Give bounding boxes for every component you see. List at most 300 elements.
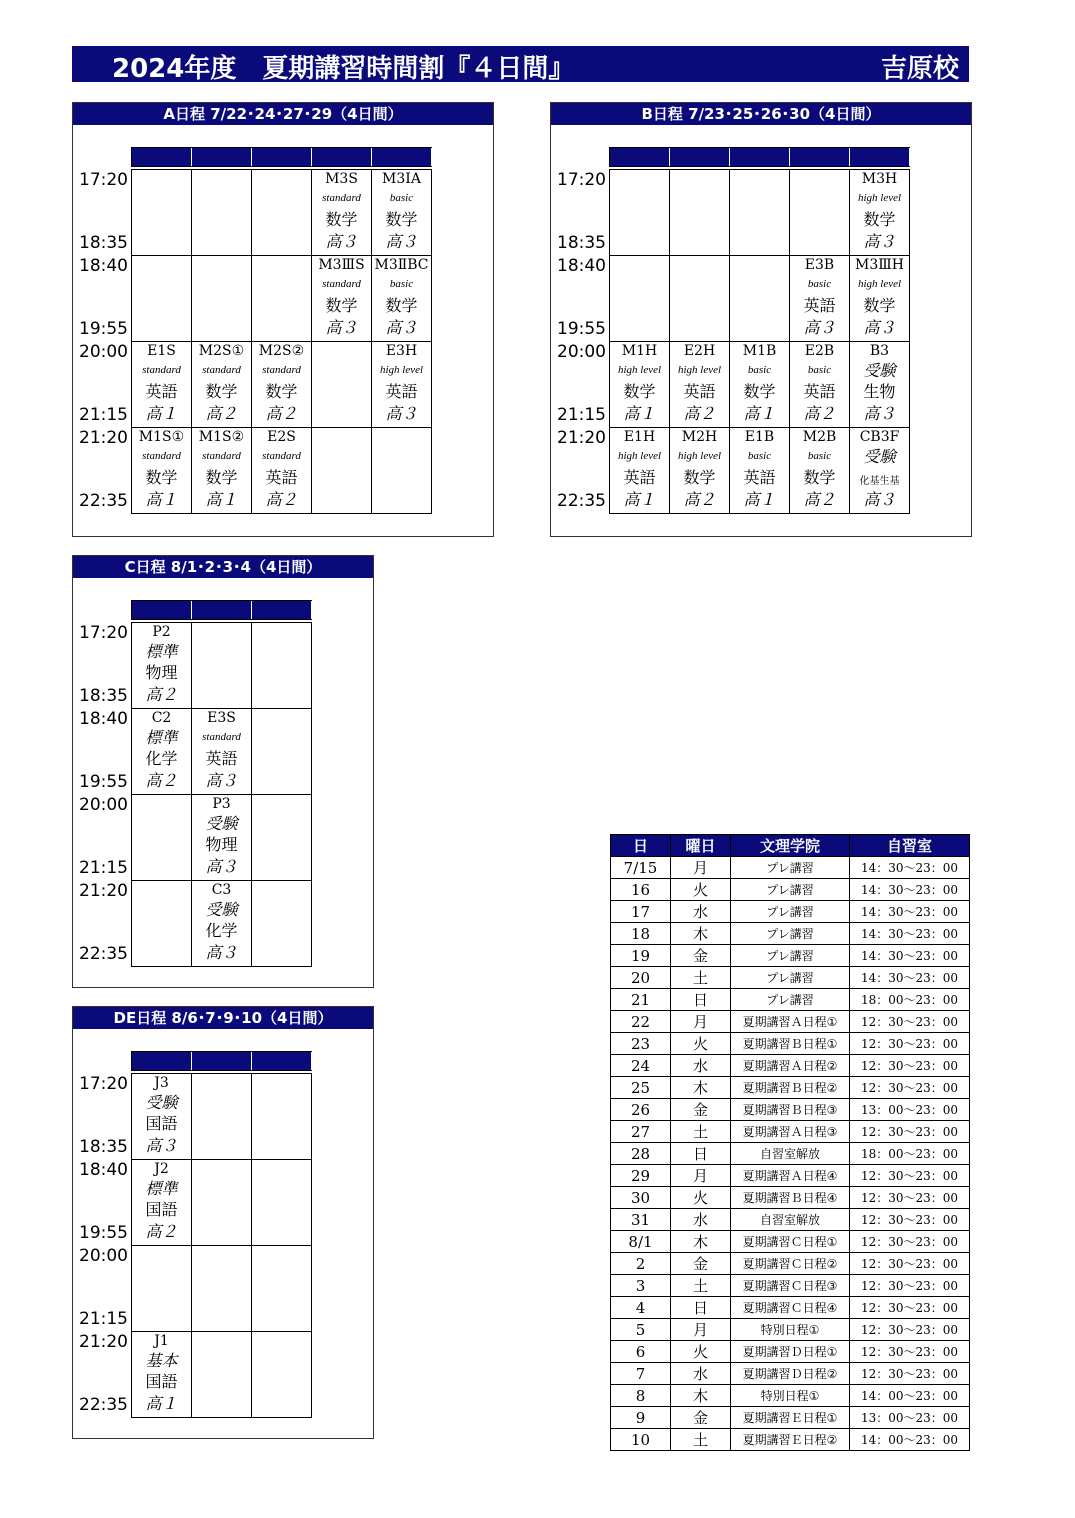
start-time: 18:40 <box>79 256 128 276</box>
calendar-weekday: 月 <box>671 1319 731 1341</box>
calendar-weekday: 月 <box>671 857 731 879</box>
calendar-header-row <box>611 835 970 857</box>
calendar-event: 夏期講習Ｂ日程② <box>731 1077 850 1099</box>
grid-header-cell <box>610 148 670 166</box>
calendar-row <box>611 1099 970 1121</box>
campus-name: 吉原校 <box>880 54 959 84</box>
start-time: 21:20 <box>79 1332 128 1352</box>
class-cell <box>850 256 910 341</box>
calendar-event: 夏期講習Ｄ日程② <box>731 1363 850 1385</box>
class-level: standard <box>262 450 301 462</box>
class-level: standard <box>202 731 241 743</box>
calendar-event: 特別日程① <box>731 1319 850 1341</box>
calendar-weekday: 金 <box>671 1099 731 1121</box>
calendar-row <box>611 1121 970 1143</box>
class-subject: 化学 <box>145 749 178 768</box>
class-grade: 高２ <box>205 404 238 423</box>
class-grade: 高３ <box>803 318 836 337</box>
schedule-header: A日程 7/22･24･27･29（4日間） <box>73 103 493 125</box>
class-level: high level <box>617 450 662 462</box>
calendar-date: 22 <box>611 1011 671 1033</box>
class-level: high level <box>617 364 662 376</box>
class-cell <box>610 428 670 513</box>
calendar-row <box>611 1011 970 1033</box>
calendar-weekday: 火 <box>671 879 731 901</box>
timetable-row <box>132 881 311 967</box>
calendar-weekday: 土 <box>671 1121 731 1143</box>
calendar-event: 夏期講習Ａ日程① <box>731 1011 850 1033</box>
timetable-row <box>132 1246 311 1332</box>
calendar-date: 25 <box>611 1077 671 1099</box>
class-cell <box>132 1160 192 1245</box>
empty-cell <box>192 623 252 708</box>
empty-cell <box>192 170 252 255</box>
timetable-row <box>132 1160 311 1246</box>
class-level: standard <box>322 192 361 204</box>
calendar-event: 夏期講習Ｃ日程② <box>731 1253 850 1275</box>
class-code: C3 <box>211 882 232 898</box>
class-level: 標準 <box>145 728 178 747</box>
calendar-row <box>611 879 970 901</box>
start-time: 17:20 <box>79 1074 128 1094</box>
calendar-row <box>611 1033 970 1055</box>
empty-cell <box>312 342 372 427</box>
start-time: 18:40 <box>557 256 606 276</box>
class-code: M3S <box>325 171 358 187</box>
empty-cell <box>252 1160 312 1245</box>
grid-header-row <box>609 147 910 167</box>
class-code: E2S <box>267 429 296 445</box>
timetable-row <box>132 256 431 342</box>
class-grade: 高２ <box>803 404 836 423</box>
calendar-date: 3 <box>611 1275 671 1297</box>
class-level: 基本 <box>145 1351 178 1370</box>
class-code: E2B <box>804 343 835 359</box>
empty-cell <box>252 795 312 880</box>
class-cell <box>192 428 252 513</box>
calendar-body <box>611 857 970 1451</box>
class-cell <box>372 170 432 255</box>
empty-cell <box>192 1074 252 1159</box>
start-time: 20:00 <box>79 342 128 362</box>
class-subject: 物理 <box>205 835 238 854</box>
calendar-header-study-room: 自習室 <box>850 835 970 857</box>
class-subject: 英語 <box>145 382 178 401</box>
grid-header-row <box>131 1051 312 1071</box>
end-time: 19:55 <box>557 319 606 339</box>
calendar-date: 4 <box>611 1297 671 1319</box>
calendar-event: プレ講習 <box>731 901 850 923</box>
calendar-header-day: 日 <box>611 835 671 857</box>
timetable-row <box>132 342 431 428</box>
calendar-hours: 13：00～23：00 <box>850 1407 970 1429</box>
class-code: J1 <box>154 1333 169 1349</box>
calendar-row <box>611 1385 970 1407</box>
class-level: basic <box>389 278 414 290</box>
class-code: M3ⅠA <box>382 171 421 187</box>
calendar-hours: 12：30～23：00 <box>850 1077 970 1099</box>
class-level: 受験 <box>863 361 896 380</box>
empty-cell <box>670 256 730 341</box>
calendar-hours: 12：30～23：00 <box>850 1121 970 1143</box>
class-grade: 高３ <box>145 1136 178 1155</box>
empty-cell <box>252 170 312 255</box>
class-code: M2S① <box>198 343 245 359</box>
class-grade: 高２ <box>265 404 298 423</box>
empty-cell <box>252 1074 312 1159</box>
grid-header-cell <box>192 1052 252 1070</box>
calendar-hours: 18：00～23：00 <box>850 989 970 1011</box>
class-subject: 数学 <box>385 296 418 315</box>
grid-header-cell <box>670 148 730 166</box>
class-grade: 高１ <box>145 404 178 423</box>
calendar-weekday: 火 <box>671 1187 731 1209</box>
calendar-date: 2 <box>611 1253 671 1275</box>
calendar-weekday: 水 <box>671 1209 731 1231</box>
calendar-date: 31 <box>611 1209 671 1231</box>
class-level: 受験 <box>205 900 238 919</box>
calendar-weekday: 火 <box>671 1033 731 1055</box>
class-grade: 高３ <box>385 318 418 337</box>
calendar-row <box>611 1055 970 1077</box>
class-level: high level <box>677 364 722 376</box>
class-code: E1B <box>744 429 775 445</box>
class-subject: 数学 <box>205 468 238 487</box>
calendar-date: 7/15 <box>611 857 671 879</box>
class-code: M1S① <box>138 429 185 445</box>
calendar-weekday: 木 <box>671 923 731 945</box>
calendar-row <box>611 1253 970 1275</box>
class-level: 受験 <box>145 1093 178 1112</box>
grid-header-row <box>131 600 312 620</box>
class-cell <box>790 256 850 341</box>
timetable-grid <box>131 1073 312 1418</box>
timetable-row <box>132 1074 311 1160</box>
calendar-event: プレ講習 <box>731 923 850 945</box>
empty-cell <box>610 256 670 341</box>
schedule-header: DE日程 8/6･7･9･10（4日間） <box>73 1007 373 1029</box>
class-subject: 数学 <box>683 468 716 487</box>
empty-cell <box>132 881 192 966</box>
calendar-weekday: 金 <box>671 1253 731 1275</box>
class-cell <box>252 342 312 427</box>
class-subject: 国語 <box>145 1200 178 1219</box>
grid-header-cell <box>132 1052 192 1070</box>
end-time: 22:35 <box>79 491 128 511</box>
calendar-weekday: 土 <box>671 1429 731 1451</box>
class-level: basic <box>807 364 832 376</box>
class-code: P3 <box>212 796 231 812</box>
calendar-date: 26 <box>611 1099 671 1121</box>
class-grade: 高１ <box>743 404 776 423</box>
class-grade: 高３ <box>863 490 896 509</box>
grid-header-cell <box>312 148 372 166</box>
class-cell <box>670 428 730 513</box>
class-code: M3H <box>861 171 898 187</box>
grid-header-cell <box>252 148 312 166</box>
calendar-hours: 14：30～23：00 <box>850 945 970 967</box>
class-cell <box>850 342 910 427</box>
class-code: CB3F <box>859 429 900 445</box>
empty-cell <box>372 428 432 513</box>
calendar-hours: 12：30～23：00 <box>850 1011 970 1033</box>
class-cell <box>132 342 192 427</box>
empty-cell <box>192 256 252 341</box>
class-cell <box>730 342 790 427</box>
end-time: 18:35 <box>79 233 128 253</box>
calendar-weekday: 水 <box>671 1363 731 1385</box>
schedule-header: B日程 7/23･25･26･30（4日間） <box>551 103 971 125</box>
calendar-weekday: 木 <box>671 1385 731 1407</box>
start-time: 21:20 <box>557 428 606 448</box>
class-code: E3H <box>385 343 418 359</box>
start-time: 21:20 <box>79 881 128 901</box>
calendar-date: 7 <box>611 1363 671 1385</box>
class-level: basic <box>807 278 832 290</box>
class-grade: 高３ <box>205 943 238 962</box>
calendar-hours: 12：30～23：00 <box>850 1033 970 1055</box>
class-grade: 高２ <box>265 490 298 509</box>
calendar-event: 夏期講習Ａ日程④ <box>731 1165 850 1187</box>
class-grade: 高２ <box>145 771 178 790</box>
calendar-row <box>611 923 970 945</box>
class-subject: 数学 <box>623 382 656 401</box>
calendar-header-event: 文理学院 <box>731 835 850 857</box>
calendar-weekday: 水 <box>671 901 731 923</box>
class-level: high level <box>857 192 902 204</box>
end-time: 19:55 <box>79 319 128 339</box>
calendar-hours: 12：30～23：00 <box>850 1363 970 1385</box>
class-grade: 高３ <box>325 318 358 337</box>
class-subject: 英語 <box>623 468 656 487</box>
calendar-event: 夏期講習Ｄ日程① <box>731 1341 850 1363</box>
calendar-event: 自習室解放 <box>731 1209 850 1231</box>
calendar-event: 夏期講習Ｂ日程① <box>731 1033 850 1055</box>
class-grade: 高１ <box>623 490 656 509</box>
schedule-a <box>72 102 494 537</box>
timetable-row <box>610 342 909 428</box>
class-level: 受験 <box>205 814 238 833</box>
class-level: standard <box>262 364 301 376</box>
class-cell <box>850 428 910 513</box>
class-code: E1S <box>147 343 176 359</box>
timetable-row <box>132 1332 311 1418</box>
calendar-row <box>611 1209 970 1231</box>
class-grade: 高２ <box>145 1222 178 1241</box>
calendar-event: 夏期講習Ｅ日程① <box>731 1407 850 1429</box>
empty-cell <box>730 170 790 255</box>
timetable-row <box>132 428 431 514</box>
calendar-event: プレ講習 <box>731 857 850 879</box>
class-level: standard <box>322 278 361 290</box>
calendar-weekday: 月 <box>671 1011 731 1033</box>
grid-header-cell <box>132 148 192 166</box>
calendar-hours: 12：30～23：00 <box>850 1319 970 1341</box>
empty-cell <box>132 256 192 341</box>
class-subject: 数学 <box>145 468 178 487</box>
class-level: basic <box>389 192 414 204</box>
calendar-hours: 12：30～23：00 <box>850 1165 970 1187</box>
start-time: 17:20 <box>557 170 606 190</box>
class-cell <box>610 342 670 427</box>
calendar-row <box>611 967 970 989</box>
end-time: 19:55 <box>79 1223 128 1243</box>
calendar-hours: 12：30～23：00 <box>850 1209 970 1231</box>
empty-cell <box>610 170 670 255</box>
calendar-weekday: 金 <box>671 1407 731 1429</box>
empty-cell <box>730 256 790 341</box>
calendar-event: プレ講習 <box>731 967 850 989</box>
start-time: 20:00 <box>557 342 606 362</box>
calendar-row <box>611 1341 970 1363</box>
calendar-hours: 12：30～23：00 <box>850 1275 970 1297</box>
page-title: 2024年度 夏期講習時間割『４日間』 <box>112 54 575 84</box>
class-subject: 物理 <box>145 663 178 682</box>
class-subject: 数学 <box>803 468 836 487</box>
class-level: 標準 <box>145 642 178 661</box>
class-cell <box>132 1332 192 1417</box>
calendar-date: 6 <box>611 1341 671 1363</box>
calendar-date: 19 <box>611 945 671 967</box>
timetable-grid <box>131 622 312 967</box>
calendar-hours: 14：30～23：00 <box>850 923 970 945</box>
calendar-row <box>611 1363 970 1385</box>
class-level: high level <box>379 364 424 376</box>
class-subject: 英語 <box>385 382 418 401</box>
start-time: 20:00 <box>79 795 128 815</box>
timetable-row <box>132 623 311 709</box>
calendar-row <box>611 1077 970 1099</box>
empty-cell <box>312 428 372 513</box>
calendar-hours: 12：30～23：00 <box>850 1187 970 1209</box>
class-subject: 英語 <box>743 468 776 487</box>
class-cell <box>790 342 850 427</box>
empty-cell <box>252 1246 312 1331</box>
calendar-row <box>611 1187 970 1209</box>
class-level: 受験 <box>863 447 896 466</box>
class-subject: 数学 <box>265 382 298 401</box>
grid-header-cell <box>192 601 252 619</box>
class-grade: 高３ <box>863 318 896 337</box>
calendar-event: 夏期講習Ａ日程③ <box>731 1121 850 1143</box>
calendar-weekday: 金 <box>671 945 731 967</box>
calendar-hours: 12：30～23：00 <box>850 1253 970 1275</box>
calendar-row <box>611 1165 970 1187</box>
grid-header-cell <box>730 148 790 166</box>
empty-cell <box>132 795 192 880</box>
calendar-event: 夏期講習Ｂ日程③ <box>731 1099 850 1121</box>
class-code: P2 <box>152 624 171 640</box>
class-cell <box>850 170 910 255</box>
timetable-grid <box>609 169 910 514</box>
grid-header-cell <box>252 1052 312 1070</box>
class-cell <box>252 428 312 513</box>
end-time: 21:15 <box>79 1309 128 1329</box>
class-grade: 高１ <box>743 490 776 509</box>
class-subject: 英語 <box>205 749 238 768</box>
calendar-hours: 14：30～23：00 <box>850 901 970 923</box>
schedule-b <box>550 102 972 537</box>
class-cell <box>730 428 790 513</box>
grid-header-cell <box>192 148 252 166</box>
class-cell <box>372 256 432 341</box>
class-grade: 高３ <box>325 232 358 251</box>
calendar-weekday: 水 <box>671 1055 731 1077</box>
calendar-event: 夏期講習Ｃ日程④ <box>731 1297 850 1319</box>
grid-header-row <box>131 147 432 167</box>
start-time: 18:40 <box>79 1160 128 1180</box>
class-level: basic <box>807 450 832 462</box>
calendar-hours: 14：00～23：00 <box>850 1429 970 1451</box>
empty-cell <box>252 256 312 341</box>
calendar-weekday: 日 <box>671 1143 731 1165</box>
empty-cell <box>790 170 850 255</box>
class-subject: 国語 <box>145 1372 178 1391</box>
calendar-weekday: 木 <box>671 1231 731 1253</box>
calendar-date: 29 <box>611 1165 671 1187</box>
calendar-date: 16 <box>611 879 671 901</box>
empty-cell <box>670 170 730 255</box>
calendar-weekday: 土 <box>671 1275 731 1297</box>
empty-cell <box>252 881 312 966</box>
empty-cell <box>252 623 312 708</box>
class-level: 標準 <box>145 1179 178 1198</box>
class-cell <box>790 428 850 513</box>
class-subject: 数学 <box>863 210 896 229</box>
start-time: 20:00 <box>79 1246 128 1266</box>
class-cell <box>670 342 730 427</box>
end-time: 18:35 <box>79 686 128 706</box>
class-level: high level <box>857 278 902 290</box>
start-time: 21:20 <box>79 428 128 448</box>
calendar-hours: 13：00～23：00 <box>850 1099 970 1121</box>
calendar-date: 10 <box>611 1429 671 1451</box>
calendar-weekday: 月 <box>671 1165 731 1187</box>
class-subject: 化基生基 <box>859 476 900 487</box>
grid-header-cell <box>850 148 910 166</box>
calendar-row <box>611 989 970 1011</box>
title-bar <box>72 46 969 82</box>
class-code: M2S② <box>258 343 305 359</box>
calendar-date: 28 <box>611 1143 671 1165</box>
calendar-hours: 14：30～23：00 <box>850 857 970 879</box>
calendar-row <box>611 1143 970 1165</box>
class-code: M3ⅡBC <box>374 257 429 273</box>
empty-cell <box>252 709 312 794</box>
class-level: basic <box>747 364 772 376</box>
grid-header-cell <box>790 148 850 166</box>
calendar-hours: 12：30～23：00 <box>850 1297 970 1319</box>
class-code: E1H <box>623 429 656 445</box>
class-cell <box>372 342 432 427</box>
calendar-row <box>611 1297 970 1319</box>
class-grade: 高２ <box>683 490 716 509</box>
calendar-event: 夏期講習Ａ日程② <box>731 1055 850 1077</box>
class-subject: 数学 <box>385 210 418 229</box>
class-code: B3 <box>869 343 890 359</box>
class-grade: 高３ <box>863 232 896 251</box>
calendar-event: 夏期講習Ｂ日程④ <box>731 1187 850 1209</box>
calendar-date: 27 <box>611 1121 671 1143</box>
start-time: 18:40 <box>79 709 128 729</box>
calendar-weekday: 土 <box>671 967 731 989</box>
calendar-date: 17 <box>611 901 671 923</box>
calendar-hours: 14：30～23：00 <box>850 967 970 989</box>
empty-cell <box>252 1332 312 1417</box>
class-grade: 高３ <box>385 232 418 251</box>
class-subject: 数学 <box>325 296 358 315</box>
class-cell <box>132 709 192 794</box>
